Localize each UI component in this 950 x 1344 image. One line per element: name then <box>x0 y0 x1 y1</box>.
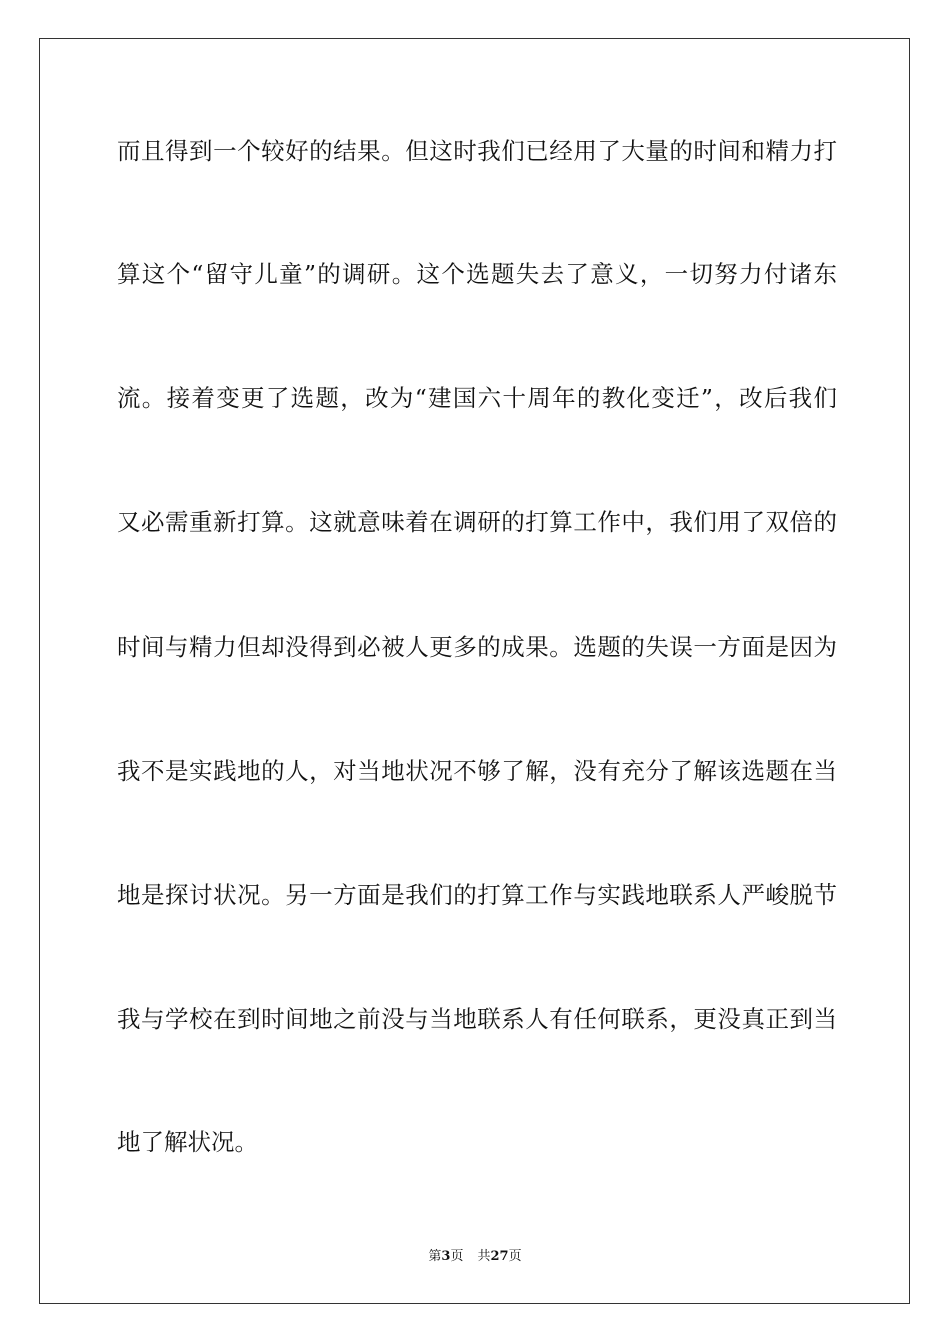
text-line-5: 时间与精力但却没得到必被人更多的成果。选题的失误一方面是因为 <box>117 633 837 661</box>
page-suffix: 页 <box>450 1249 464 1264</box>
text-line-3: 流。接着变更了选题，改为“建国六十周年的教化变迁”，改后我们 <box>117 384 837 412</box>
page-border <box>39 38 910 1304</box>
total-pages: 27 <box>490 1249 509 1264</box>
text-line-7: 地是探讨状况。另一方面是我们的打算工作与实践地联系人严峻脱节 <box>117 881 837 909</box>
text-line-4: 又必需重新打算。这就意味着在调研的打算工作中，我们用了双倍的 <box>117 508 837 536</box>
text-line-2: 算这个“留守儿童”的调研。这个选题失去了意义，一切努力付诸东 <box>117 260 837 288</box>
text-line-1: 而且得到一个较好的结果。但这时我们已经用了大量的时间和精力打 <box>117 137 837 165</box>
text-line-6: 我不是实践地的人，对当地状况不够了解，没有充分了解该选题在当 <box>117 757 837 785</box>
total-suffix: 页 <box>508 1249 522 1264</box>
page-number: 3 <box>441 1249 451 1264</box>
text-line-9: 地了解状况。 <box>117 1128 258 1156</box>
text-line-8: 我与学校在到时间地之前没与当地联系人有任何联系，更没真正到当 <box>117 1005 837 1033</box>
page-prefix: 第 <box>428 1249 442 1264</box>
page-footer <box>0 1247 950 1267</box>
total-prefix: 共 <box>477 1249 491 1264</box>
